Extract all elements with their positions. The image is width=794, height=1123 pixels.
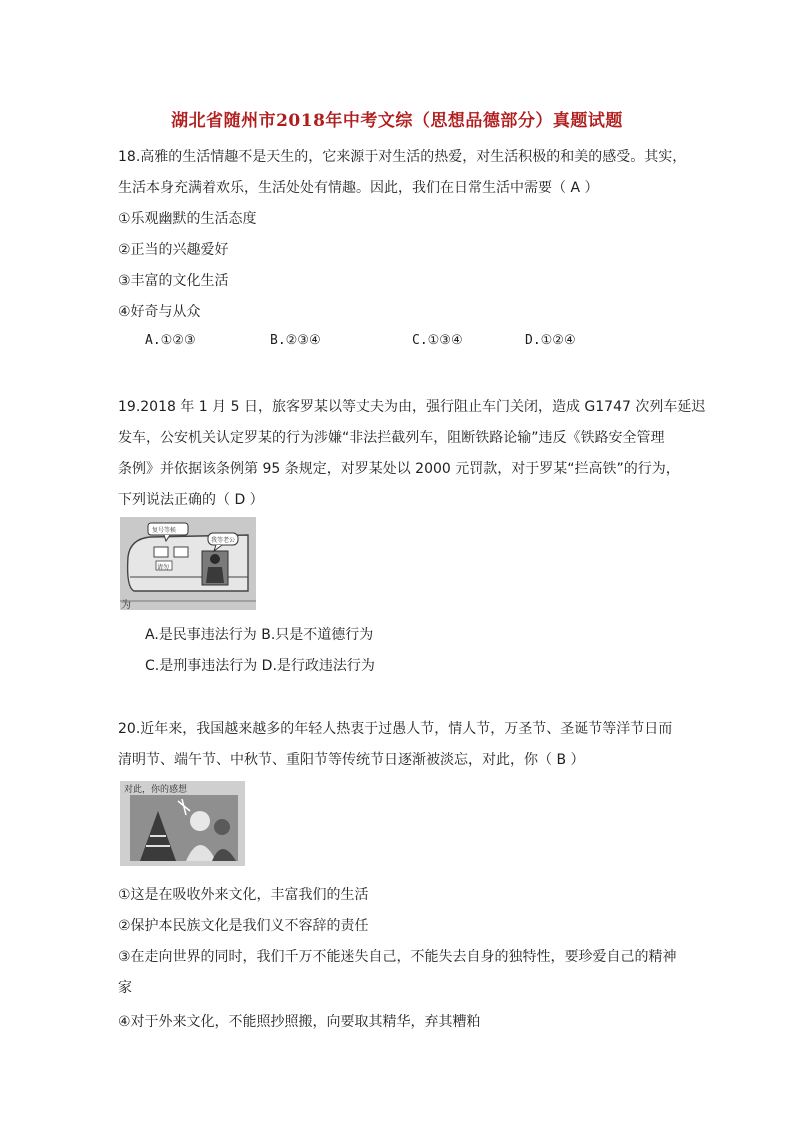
q18-option-c: C.①③④: [412, 333, 463, 348]
q19-line-1: 19.2018 年 1 月 5 日，旅客罗某以等丈夫为由，强行阻止车门关闭，造成 G1747 次列车延迟: [118, 399, 706, 415]
q19-line-4: 下列说法正确的（ D ）: [118, 492, 264, 508]
q20-item-3: ③在走向世界的同时，我们千万不能迷失自己，不能失去自身的独特性，要珍爱自己的精神: [118, 949, 677, 965]
bubble-waiting-text: 复号等候: [152, 527, 177, 534]
q18-option-b: B.②③④: [270, 333, 321, 348]
festival-photo-image: [120, 781, 245, 866]
photo-caption: 对此，你的感想: [124, 785, 188, 795]
q20-item-4: ④对于外来文化，不能照抄照搬，向要取其精华，弃其糟粕: [118, 1014, 481, 1030]
q18-item-2: ②正当的兴趣爱好: [118, 242, 229, 258]
q18-item-3: ③丰富的文化生活: [118, 273, 229, 289]
q20-line-2: 清明节、端午节、中秋节、重阳节等传统节日逐渐被淡忘，对此，你（ B ）: [118, 752, 585, 768]
q20-item-3-continued: 家: [118, 980, 132, 996]
q19-options-row-2: C.是刑事违法行为 D.是行政违法行为: [145, 658, 375, 674]
q19-options-row-1: A.是民事违法行为 B.只是不道德行为: [145, 627, 374, 643]
page-title: 湖北省随州市2018年中考文综（思想品德部分）真题试题: [171, 111, 623, 131]
q19-line-2: 发车，公安机关认定罗某的行为涉嫌“非法拦截列车，阻断铁路论输”违反《铁路安全管理: [118, 430, 665, 446]
q19-line-3: 条例》并依据该条例第 95 条规定，对罗某处以 2000 元罚款，对于罗某“拦高铁”的行为，: [118, 461, 680, 477]
q18-line-2: 生活本身充满着欢乐，生活处处有情趣。因此，我们在日常生活中需要（ A ）: [118, 180, 599, 196]
q20-item-2: ②保护本民族文化是我们义不容辞的责任: [118, 918, 369, 934]
q20-item-1: ①这是在吸收外来文化，丰富我们的生活: [118, 887, 369, 903]
train-window-label: 请勿: [157, 564, 170, 571]
train-cartoon-image: [120, 517, 256, 610]
q18-item-1: ①乐观幽默的生活态度: [118, 211, 257, 227]
q18-option-d: D.①②④: [525, 333, 576, 348]
q18-line-1: 18.高雅的生活情趣不是天生的，它来源于对生活的热爱，对生活积极的和美的感受。其实，: [118, 149, 687, 165]
q20-line-1: 20.近年来，我国越来越多的年轻人热衷于过愚人节，情人节，万圣节、圣诞节等洋节日而: [118, 721, 673, 737]
bubble-husband-text: 我等老公: [211, 537, 236, 544]
image-caption-fragment: 为: [121, 600, 131, 610]
train-cartoon-illustration: [120, 517, 256, 610]
q18-option-a: A.①②③: [145, 333, 196, 348]
q18-item-4: ④好奇与从众: [118, 304, 201, 320]
